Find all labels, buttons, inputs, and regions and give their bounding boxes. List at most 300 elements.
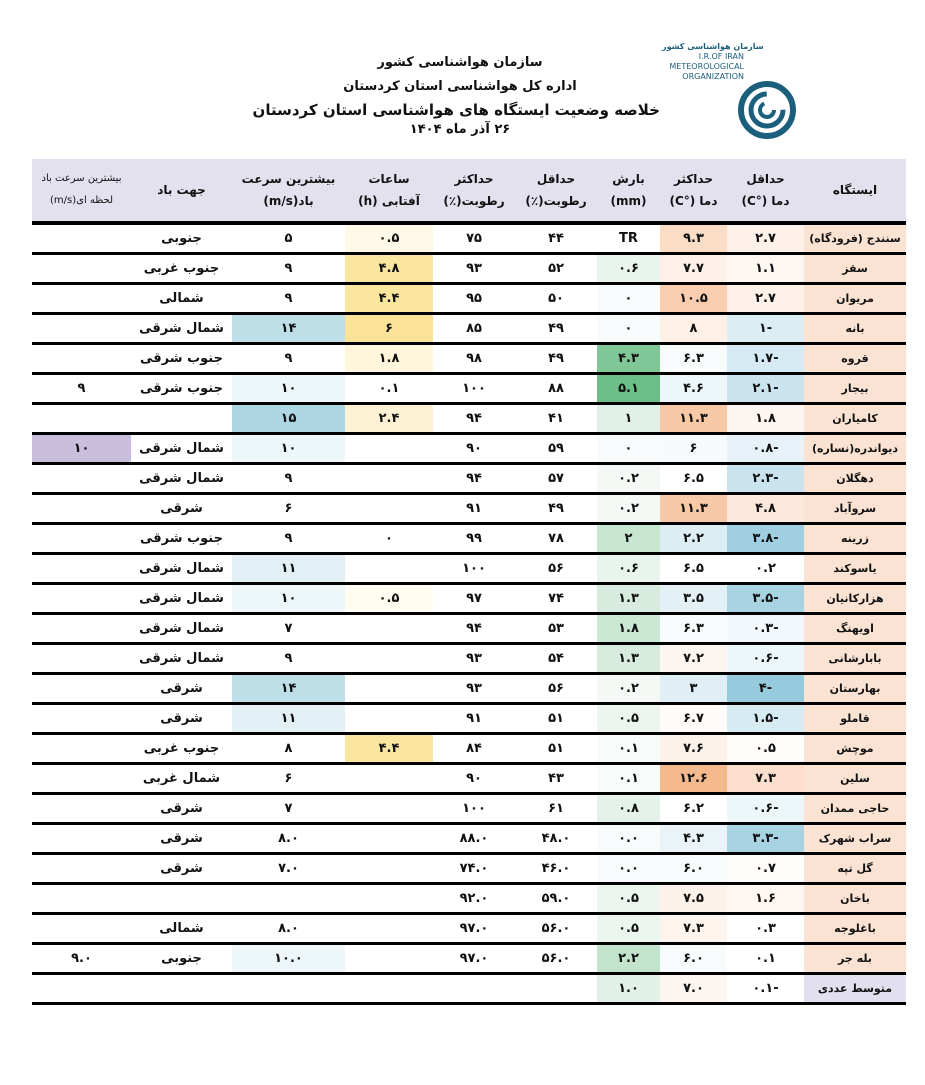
cell-station: باخان	[804, 884, 906, 914]
cell-wind: ۷	[232, 614, 345, 644]
cell-hmin: ۴۹	[515, 344, 597, 374]
column-header-line1: حداکثر	[673, 172, 714, 186]
table-row	[32, 584, 906, 614]
cell-wind: ۵	[232, 223, 345, 254]
cell-wind: ۸.۰	[232, 914, 345, 944]
cell-hmax: ۹۱	[433, 704, 515, 734]
cell-sun	[345, 464, 433, 494]
column-header-tmax	[660, 159, 727, 223]
cell-sun	[345, 914, 433, 944]
cell-tmin: -۰.۶	[727, 794, 804, 824]
cell-hmax: ۹۳	[433, 254, 515, 284]
cell-tmin: ۷.۳	[727, 764, 804, 794]
cell-dir	[131, 974, 232, 1004]
table-row	[32, 944, 906, 974]
cell-wind: ۱۱	[232, 554, 345, 584]
cell-dir: شمال شرقی	[131, 434, 232, 464]
table-row	[32, 284, 906, 314]
cell-hmin: ۵۴	[515, 644, 597, 674]
table-row	[32, 374, 906, 404]
cell-sun: ۲.۴	[345, 404, 433, 434]
cell-tmax: ۷.۳	[660, 914, 727, 944]
cell-tmin: ۲.۷	[727, 284, 804, 314]
cell-hmin: ۵۲	[515, 254, 597, 284]
cell-tmin: -۴	[727, 674, 804, 704]
cell-tmin: -۲.۱	[727, 374, 804, 404]
table-row	[32, 464, 906, 494]
cell-gust	[32, 254, 131, 284]
cell-wind: ۱۵	[232, 404, 345, 434]
column-header-line2: دما (°C)	[669, 194, 718, 208]
cell-sun	[345, 974, 433, 1004]
cell-station: دیواندره(نساره)	[804, 434, 906, 464]
column-header-line2: لحظه ای(m/s)	[50, 195, 113, 206]
cell-sun	[345, 674, 433, 704]
cell-wind: ۹	[232, 284, 345, 314]
table-row	[32, 554, 906, 584]
cell-station: قاملو	[804, 704, 906, 734]
cell-dir: شرقی	[131, 704, 232, 734]
cell-dir: جنوب شرقی	[131, 344, 232, 374]
cell-rain: ۲.۲	[597, 944, 660, 974]
cell-hmax: ۹۷.۰	[433, 944, 515, 974]
cell-hmin: ۵۶	[515, 554, 597, 584]
column-header-gust	[32, 159, 131, 223]
office-name: اداره کل هواشناسی استان کردستان	[343, 79, 577, 94]
cell-tmax: ۶.۳	[660, 614, 727, 644]
column-header-line2: رطوبت(٪)	[525, 194, 587, 208]
cell-wind: ۱۱	[232, 704, 345, 734]
logo-text-fa: سازمان هواشناسی کشور	[662, 42, 764, 51]
table-row	[32, 764, 906, 794]
cell-gust	[32, 584, 131, 614]
cell-hmin: ۵۰	[515, 284, 597, 314]
cell-hmin: ۴۶.۰	[515, 854, 597, 884]
cell-tmin: -۰.۶	[727, 644, 804, 674]
cell-rain: ۰.۰	[597, 854, 660, 884]
cell-wind: ۹	[232, 524, 345, 554]
cell-gust: ۹	[32, 374, 131, 404]
cell-station: سراب شهرک	[804, 824, 906, 854]
cell-station: دهگلان	[804, 464, 906, 494]
cell-gust	[32, 644, 131, 674]
cell-hmax: ۹۴	[433, 614, 515, 644]
cell-wind: ۸.۰	[232, 824, 345, 854]
cell-hmax	[433, 974, 515, 1004]
cell-gust	[32, 344, 131, 374]
cell-hmax: ۹۰	[433, 764, 515, 794]
cell-tmin: -۰.۸	[727, 434, 804, 464]
cell-wind: ۱۴	[232, 674, 345, 704]
table-row	[32, 404, 906, 434]
cell-hmax: ۷۵	[433, 223, 515, 254]
cell-tmin: -۲.۳	[727, 464, 804, 494]
cell-hmax: ۸۸.۰	[433, 824, 515, 854]
cell-dir: شمال شرقی	[131, 554, 232, 584]
cell-hmin: ۴۹	[515, 314, 597, 344]
cell-station: سنندج (فرودگاه)	[804, 223, 906, 254]
cell-gust	[32, 554, 131, 584]
cell-hmax: ۹۲.۰	[433, 884, 515, 914]
cell-sun: ۰.۵	[345, 584, 433, 614]
cell-dir: جنوبی	[131, 944, 232, 974]
cell-rain: ۲	[597, 524, 660, 554]
cell-hmax: ۹۰	[433, 434, 515, 464]
table-row	[32, 674, 906, 704]
cell-station: بابارشانی	[804, 644, 906, 674]
cell-tmax: ۶.۵	[660, 554, 727, 584]
cell-wind: ۶	[232, 494, 345, 524]
cell-rain: ۵.۱	[597, 374, 660, 404]
cell-wind	[232, 884, 345, 914]
cell-rain: ۰	[597, 314, 660, 344]
cell-wind	[232, 974, 345, 1004]
cell-sun	[345, 794, 433, 824]
cell-hmax: ۷۴.۰	[433, 854, 515, 884]
cell-sun	[345, 434, 433, 464]
cell-dir: جنوب غربی	[131, 734, 232, 764]
cell-sun	[345, 614, 433, 644]
cell-hmax: ۹۵	[433, 284, 515, 314]
cell-rain: ۰.۸	[597, 794, 660, 824]
cell-tmax: ۳.۵	[660, 584, 727, 614]
cell-tmin: -۰.۳	[727, 614, 804, 644]
cell-gust	[32, 914, 131, 944]
cell-station: بله جر	[804, 944, 906, 974]
logo-text-line1: I.R.OF IRAN	[698, 52, 744, 61]
column-header-sun	[345, 159, 433, 223]
table-row	[32, 344, 906, 374]
cell-gust	[32, 464, 131, 494]
cell-tmax: ۶.۰	[660, 854, 727, 884]
cell-sun: ۱.۸	[345, 344, 433, 374]
cell-sun	[345, 764, 433, 794]
cell-wind: ۷	[232, 794, 345, 824]
cell-gust	[32, 704, 131, 734]
cell-station: زرینه	[804, 524, 906, 554]
cell-dir: شمالی	[131, 284, 232, 314]
cell-rain: ۰.۶	[597, 254, 660, 284]
cell-hmax: ۹۱	[433, 494, 515, 524]
cell-station: مریوان	[804, 284, 906, 314]
cell-dir: شرقی	[131, 854, 232, 884]
cell-dir: جنوب شرقی	[131, 374, 232, 404]
cell-tmax: ۲.۲	[660, 524, 727, 554]
cell-rain: ۱.۳	[597, 584, 660, 614]
column-header-dir	[131, 159, 232, 223]
cell-rain: ۰.۲	[597, 674, 660, 704]
column-header-wind	[232, 159, 345, 223]
table-body	[32, 223, 906, 1004]
cell-tmin: -۱.۵	[727, 704, 804, 734]
cell-tmax: ۱۰.۵	[660, 284, 727, 314]
cell-wind: ۱۰	[232, 434, 345, 464]
spiral-emblem-icon	[732, 80, 802, 140]
cell-dir: شمال شرقی	[131, 584, 232, 614]
table-row	[32, 434, 906, 464]
meteorological-organization-logo	[662, 40, 802, 140]
cell-tmax: ۶	[660, 434, 727, 464]
cell-tmax: ۷.۷	[660, 254, 727, 284]
cell-wind: ۱۰.۰	[232, 944, 345, 974]
cell-tmax: ۴.۳	[660, 824, 727, 854]
column-header-line2: (mm)	[610, 194, 647, 208]
cell-station: بانه	[804, 314, 906, 344]
cell-rain: ۰.۵	[597, 914, 660, 944]
cell-dir: جنوب شرقی	[131, 524, 232, 554]
org-name: سازمان هواشناسی کشور	[377, 55, 543, 70]
cell-hmax: ۹۳	[433, 644, 515, 674]
table-row	[32, 223, 906, 254]
cell-tmax: ۷.۲	[660, 644, 727, 674]
cell-sun	[345, 824, 433, 854]
cell-dir: شمال شرقی	[131, 644, 232, 674]
cell-hmin: ۷۸	[515, 524, 597, 554]
cell-hmax: ۸۵	[433, 314, 515, 344]
cell-rain: ۴.۳	[597, 344, 660, 374]
report-date: ۲۶ آذر ماه ۱۴۰۴	[409, 122, 511, 137]
report-header	[252, 48, 660, 140]
cell-hmin: ۴۸.۰	[515, 824, 597, 854]
table-row	[32, 794, 906, 824]
cell-hmin: ۶۱	[515, 794, 597, 824]
cell-tmin: ۰.۳	[727, 914, 804, 944]
cell-sun	[345, 644, 433, 674]
cell-wind: ۶	[232, 764, 345, 794]
cell-station: باغلوجه	[804, 914, 906, 944]
column-header-line1: بارش	[612, 172, 645, 186]
cell-station: متوسط عددی	[804, 974, 906, 1004]
cell-wind: ۹	[232, 344, 345, 374]
logo-text-line2: METEOROLOGICAL	[669, 62, 744, 71]
cell-rain: ۰	[597, 434, 660, 464]
cell-rain: ۰.۲	[597, 494, 660, 524]
cell-gust	[32, 884, 131, 914]
cell-sun: ۰.۱	[345, 374, 433, 404]
cell-tmin: -۳.۸	[727, 524, 804, 554]
column-header-line1: ساعات	[368, 172, 410, 186]
column-header-tmin	[727, 159, 804, 223]
cell-gust	[32, 764, 131, 794]
cell-hmax: ۱۰۰	[433, 794, 515, 824]
column-header-line1: ایستگاه	[832, 183, 878, 197]
cell-sun	[345, 704, 433, 734]
cell-dir: شمال شرقی	[131, 464, 232, 494]
cell-tmax: ۱۱.۳	[660, 404, 727, 434]
cell-wind: ۸	[232, 734, 345, 764]
cell-hmin: ۴۳	[515, 764, 597, 794]
cell-tmax: ۶.۵	[660, 464, 727, 494]
cell-sun: ۴.۸	[345, 254, 433, 284]
cell-tmax: ۳	[660, 674, 727, 704]
cell-station: حاجی ممدان	[804, 794, 906, 824]
cell-hmax: ۹۴	[433, 464, 515, 494]
cell-rain: ۱	[597, 404, 660, 434]
cell-hmin: ۵۹	[515, 434, 597, 464]
cell-tmin: ۱.۸	[727, 404, 804, 434]
cell-gust	[32, 524, 131, 554]
cell-gust	[32, 494, 131, 524]
cell-sun: ۴.۴	[345, 734, 433, 764]
table-row	[32, 314, 906, 344]
cell-rain: ۰.۵	[597, 704, 660, 734]
average-row	[32, 974, 906, 1004]
cell-sun	[345, 554, 433, 584]
cell-hmax: ۸۴	[433, 734, 515, 764]
cell-rain: ۱.۸	[597, 614, 660, 644]
cell-rain: ۰.۱	[597, 764, 660, 794]
table-header-row	[32, 159, 906, 223]
cell-hmin: ۴۹	[515, 494, 597, 524]
cell-wind: ۷.۰	[232, 854, 345, 884]
cell-hmax: ۱۰۰	[433, 554, 515, 584]
cell-hmax: ۹۷.۰	[433, 914, 515, 944]
cell-tmax: ۶.۰	[660, 944, 727, 974]
cell-tmin: -۱.۷	[727, 344, 804, 374]
table-row	[32, 914, 906, 944]
cell-tmax: ۱۱.۳	[660, 494, 727, 524]
cell-station: سقز	[804, 254, 906, 284]
cell-tmax: ۸	[660, 314, 727, 344]
cell-hmin: ۴۴	[515, 223, 597, 254]
cell-tmin: -۱	[727, 314, 804, 344]
cell-rain: ۱.۳	[597, 644, 660, 674]
cell-rain: ۰.۰	[597, 824, 660, 854]
cell-tmax: ۷.۰	[660, 974, 727, 1004]
cell-sun: ۰	[345, 524, 433, 554]
cell-hmax: ۹۷	[433, 584, 515, 614]
cell-station: سروآباد	[804, 494, 906, 524]
column-header-line1: حداقل	[536, 172, 576, 186]
cell-tmin: ۱.۱	[727, 254, 804, 284]
cell-station: سلین	[804, 764, 906, 794]
cell-rain: TR	[597, 223, 660, 254]
column-header-line2: دما (°C)	[741, 194, 790, 208]
cell-dir: شمال شرقی	[131, 614, 232, 644]
column-header-line1: حداکثر	[454, 172, 494, 186]
cell-dir	[131, 884, 232, 914]
cell-wind: ۹	[232, 644, 345, 674]
cell-dir: شمالی	[131, 914, 232, 944]
cell-hmin: ۵۹.۰	[515, 884, 597, 914]
table-row	[32, 494, 906, 524]
table-row	[32, 884, 906, 914]
cell-dir	[131, 404, 232, 434]
cell-tmin: -۰.۱	[727, 974, 804, 1004]
cell-wind: ۹	[232, 254, 345, 284]
cell-hmin: ۷۴	[515, 584, 597, 614]
cell-hmin: ۵۶.۰	[515, 944, 597, 974]
cell-dir: شرقی	[131, 494, 232, 524]
cell-gust	[32, 284, 131, 314]
table-row	[32, 254, 906, 284]
cell-hmin: ۵۱	[515, 734, 597, 764]
cell-rain: ۰	[597, 284, 660, 314]
cell-gust	[32, 794, 131, 824]
column-header-line1: جهت باد	[157, 183, 206, 197]
cell-gust	[32, 314, 131, 344]
cell-sun	[345, 854, 433, 884]
cell-tmax: ۷.۶	[660, 734, 727, 764]
cell-hmin: ۵۷	[515, 464, 597, 494]
column-header-line1: بیشترین سرعت	[241, 172, 336, 186]
cell-sun	[345, 884, 433, 914]
cell-station: قروه	[804, 344, 906, 374]
cell-station: کامیاران	[804, 404, 906, 434]
cell-rain: ۰.۲	[597, 464, 660, 494]
cell-hmax: ۱۰۰	[433, 374, 515, 404]
cell-gust	[32, 404, 131, 434]
cell-dir: شرقی	[131, 794, 232, 824]
cell-hmin: ۸۸	[515, 374, 597, 404]
cell-hmin: ۵۶.۰	[515, 914, 597, 944]
column-header-line1: بیشترین سرعت باد	[41, 173, 122, 184]
cell-tmin: ۰.۲	[727, 554, 804, 584]
column-header-line2: رطوبت(٪)	[443, 194, 505, 208]
cell-wind: ۱۰	[232, 584, 345, 614]
cell-tmax: ۱۲.۶	[660, 764, 727, 794]
cell-rain: ۰.۶	[597, 554, 660, 584]
cell-tmax: ۷.۵	[660, 884, 727, 914]
cell-sun	[345, 494, 433, 524]
column-header-station	[804, 159, 906, 223]
cell-tmin: ۱.۶	[727, 884, 804, 914]
cell-dir: شرقی	[131, 824, 232, 854]
cell-station: بیجار	[804, 374, 906, 404]
cell-tmin: -۳.۳	[727, 824, 804, 854]
cell-hmin	[515, 974, 597, 1004]
cell-station: بهارستان	[804, 674, 906, 704]
cell-rain: ۰.۱	[597, 734, 660, 764]
logo-text	[662, 42, 764, 82]
cell-tmax: ۶.۲	[660, 794, 727, 824]
table-row	[32, 644, 906, 674]
cell-tmax: ۶.۳	[660, 344, 727, 374]
cell-tmin: ۲.۷	[727, 223, 804, 254]
cell-wind: ۹	[232, 464, 345, 494]
cell-gust	[32, 614, 131, 644]
cell-tmax: ۶.۷	[660, 704, 727, 734]
cell-tmin: -۳.۵	[727, 584, 804, 614]
cell-hmax: ۹۸	[433, 344, 515, 374]
stations-table	[32, 159, 906, 1005]
cell-dir: شمال شرقی	[131, 314, 232, 344]
cell-dir: شمال غربی	[131, 764, 232, 794]
cell-wind: ۱۰	[232, 374, 345, 404]
table-row	[32, 734, 906, 764]
cell-tmin: ۴.۸	[727, 494, 804, 524]
cell-hmin: ۵۳	[515, 614, 597, 644]
column-header-line2: آفتابی (h)	[358, 194, 420, 208]
cell-tmax: ۹.۳	[660, 223, 727, 254]
cell-rain: ۱.۰	[597, 974, 660, 1004]
logo-text-line3: ORGANIZATION	[682, 72, 744, 81]
cell-station: موچش	[804, 734, 906, 764]
cell-station: گل تپه	[804, 854, 906, 884]
cell-hmin: ۴۱	[515, 404, 597, 434]
table-row	[32, 614, 906, 644]
cell-hmin: ۵۱	[515, 704, 597, 734]
column-header-rain	[597, 159, 660, 223]
cell-dir: شرقی	[131, 674, 232, 704]
cell-gust	[32, 854, 131, 884]
cell-rain: ۰.۵	[597, 884, 660, 914]
table-row	[32, 824, 906, 854]
cell-dir: جنوبی	[131, 223, 232, 254]
cell-gust	[32, 223, 131, 254]
cell-tmin: ۰.۱	[727, 944, 804, 974]
column-header-line2: باد(m/s)	[263, 194, 314, 208]
